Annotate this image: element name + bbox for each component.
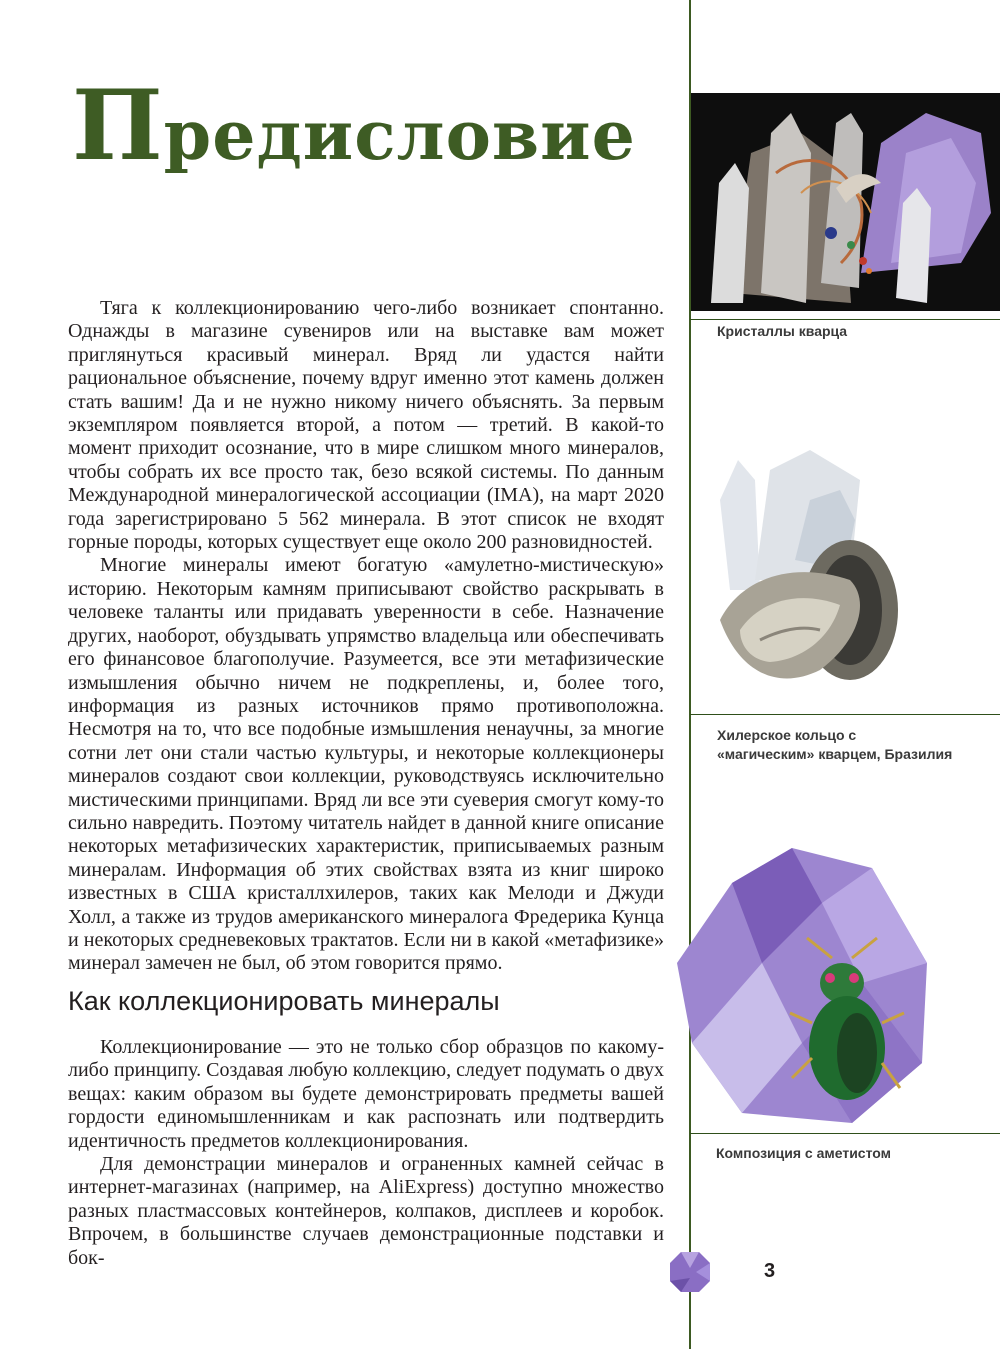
title-initial: П xyxy=(72,69,164,182)
title-rest: редисловие xyxy=(163,96,636,176)
caption-divider xyxy=(690,319,1000,320)
caption-divider xyxy=(690,1133,1000,1134)
caption-ring: Хилерское кольцо с «магическим» кварцем, Бразилия xyxy=(717,727,953,762)
amethyst-beetle-photo xyxy=(672,843,952,1133)
intro-text xyxy=(68,297,664,976)
page-title xyxy=(72,69,636,182)
caption-divider xyxy=(690,714,1000,715)
section-heading: Как коллекционировать минералы xyxy=(68,986,500,1016)
quartz-crystals-photo xyxy=(691,93,1000,311)
caption-amethyst: Композиция с аметистом xyxy=(716,1145,891,1161)
paragraph: Коллекционирование — это не только сбор образцов по какому-либо принципу. Создавая любую коллекцию, следует подумать о двух вещах: каким образом вы будете демонстрировать предметы вашей гордости единомышленникам и как распознать или подтвердить идентичность предметов коллекционирования. xyxy=(68,1036,664,1152)
section-text xyxy=(68,1036,664,1270)
healer-ring-photo xyxy=(700,440,910,690)
paragraph: Тяга к коллекционированию чего-либо возникает спонтанно. Однажды в магазине сувениров или на выставке вам может приглянуться красивый минерал. Вряд ли удастся найти рациональное объяснение, почему вдруг именно этот камень должен стать вашим! Да и не нужно никому ничего объяснять. За первым экземпляром появляется второй, а потом — третий. В какой-то момент приходит осознание, что в мире слишком много минералов, чтобы собрать их все просто так, безо всякой системы. По данным Международной минералогической ассоциации (IMA), на март 2020 года зарегистрировано 5 562 минерала. В этот список не входят горные породы, которых существует еще около 200 разновидностей. xyxy=(68,297,664,554)
page-number: 3 xyxy=(764,1260,776,1282)
paragraph: Для демонстрации минералов и ограненных камней сейчас в интернет-магазинах (например, на AliExpress) доступно множество разных пластмассовых контейнеров, колпаков, дисплеев и коробок. Впрочем, в большинстве случаев демонстрационные подставки и бок- xyxy=(68,1153,664,1269)
caption-quartz: Кристаллы кварца xyxy=(717,323,848,339)
amethyst-gem-icon xyxy=(668,1250,712,1294)
paragraph: Многие минералы имеют богатую «амулетно-мистическую» историю. Некоторым камням приписывают свойство раскрывать в человеке таланты или придавать уверенности в себе. Назначение других, наоборот, обуздывать упрямство владельца или обеспечивать его финансовое благополучие. Разумеется, все эти метафизические измышления обычно ничем не подкреплены, и, более того, информация из разных источников прямо противоположна. Несмотря на то, что все подобные измышления ненаучны, за многие сотни лет они стали частью культуры, и некоторые коллекционеры минералов создают свои коллекции, руководствуясь исключительно мистическими принципами. Вряд ли все эти суеверия смогут кому-то сильно навредить. Поэтому читатель найдет в данной книге описание некоторых метафизических характеристик, приписываемых разным минералам. Информация об этих свойствах взята из книг широко известных в США кристаллхилеров, таких как Мелоди и Джуди Холл, а также из трудов американского минералога Фредерика Кунца и некоторых средневековых трактатов. Если ни в какой «метафизике» минерал замечен не был, об этом говорится прямо. xyxy=(68,554,664,975)
